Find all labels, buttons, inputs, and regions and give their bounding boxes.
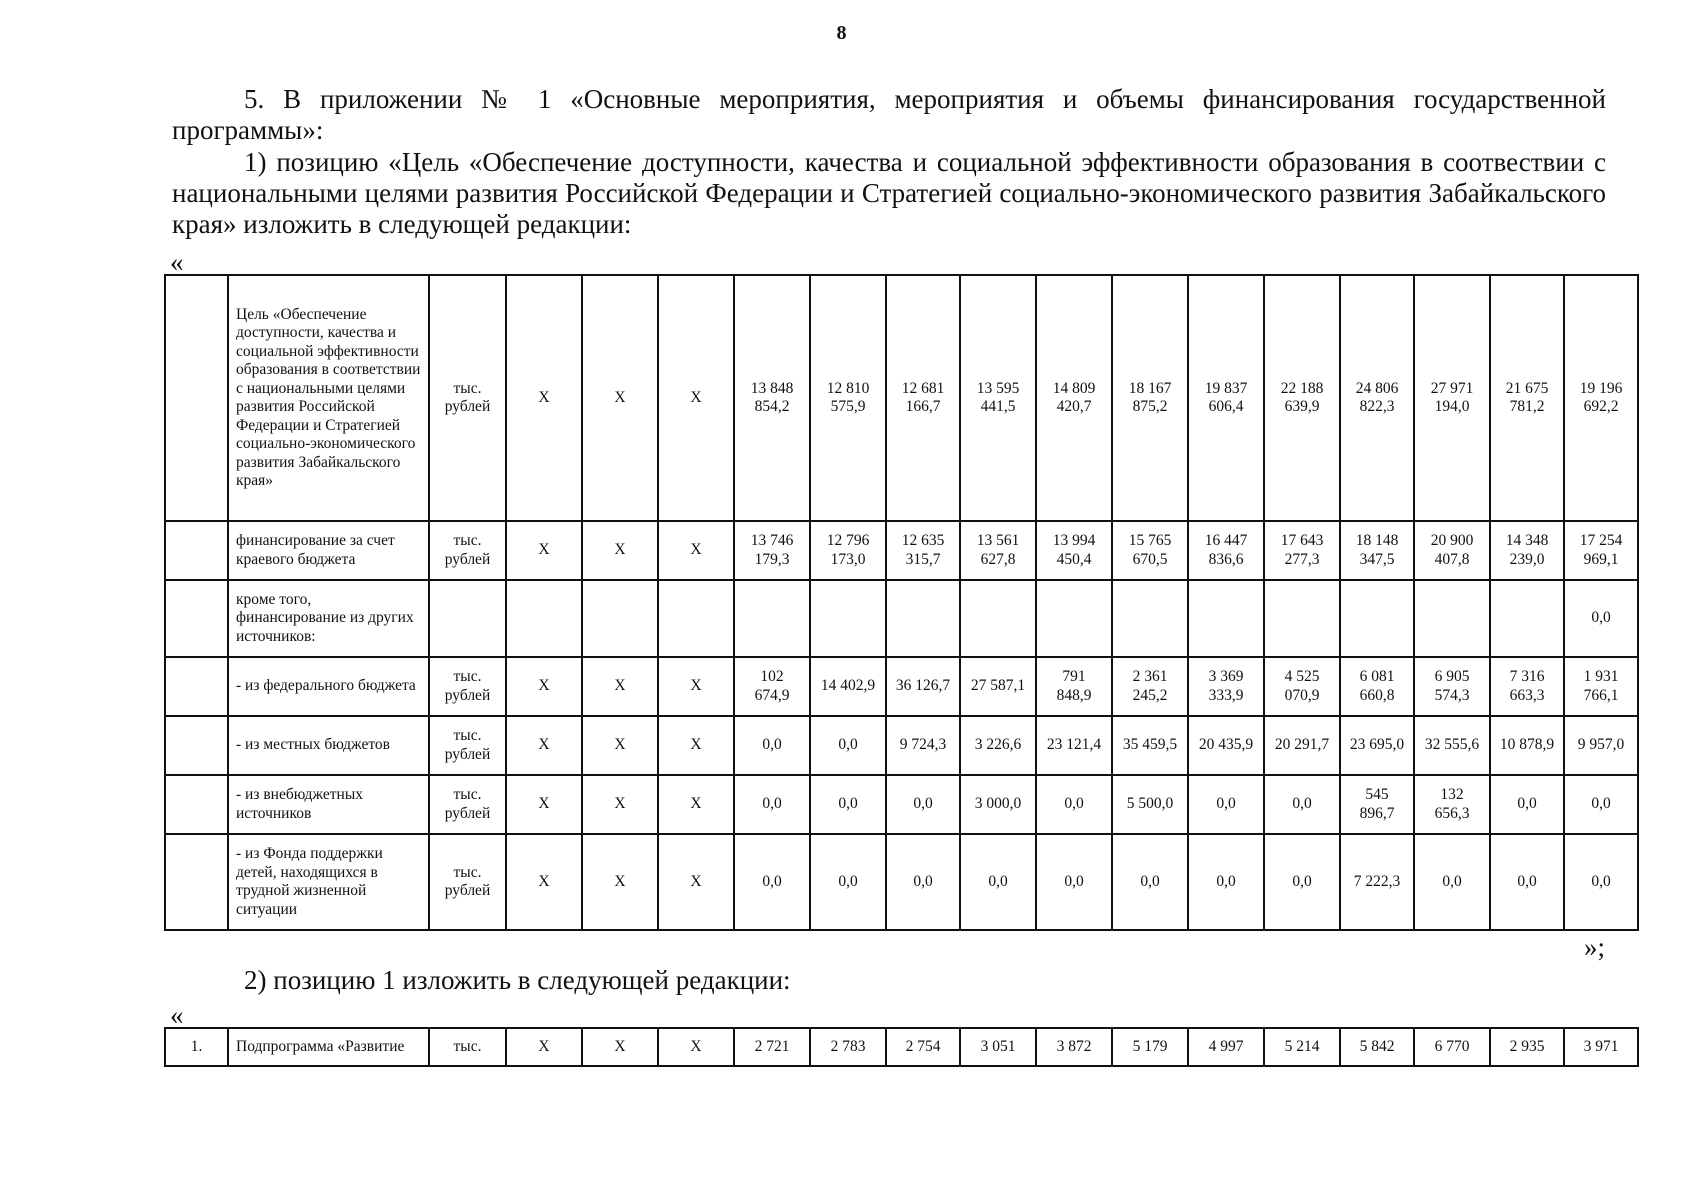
value-cell: 13 561 627,8 xyxy=(960,521,1036,580)
x-cell: X xyxy=(506,775,582,834)
value-cell xyxy=(1414,580,1490,657)
value-cell: 0,0 xyxy=(1264,775,1340,834)
value-cell: 12 681 166,7 xyxy=(886,275,960,521)
value-cell: 1 931 766,1 xyxy=(1564,657,1638,716)
x-cell: X xyxy=(658,716,734,775)
table-row xyxy=(165,657,1638,716)
value-cell: 3 051 xyxy=(960,1028,1036,1066)
value-cell: 791 848,9 xyxy=(1036,657,1112,716)
table-row xyxy=(165,521,1638,580)
value-cell: 36 126,7 xyxy=(886,657,960,716)
opening-quote: « xyxy=(170,247,184,277)
value-cell: 13 595 441,5 xyxy=(960,275,1036,521)
x-cell: X xyxy=(658,834,734,930)
closing-quote: »; xyxy=(1584,932,1606,962)
unit-cell: тыс. рублей xyxy=(429,716,506,775)
table-row xyxy=(165,580,1638,657)
value-cell: 0,0 xyxy=(1490,775,1564,834)
row-number-cell xyxy=(165,716,228,775)
row-name-cell: - из Фонда поддержки детей, находящихся в трудной жизненной ситуации xyxy=(228,834,429,930)
value-cell: 24 806 822,3 xyxy=(1340,275,1414,521)
financing-table-goal xyxy=(164,274,1639,931)
x-cell: X xyxy=(506,834,582,930)
row-name-cell: - из местных бюджетов xyxy=(228,716,429,775)
value-cell: 102 674,9 xyxy=(734,657,810,716)
value-cell: 0,0 xyxy=(734,834,810,930)
value-cell: 23 121,4 xyxy=(1036,716,1112,775)
x-cell xyxy=(658,580,734,657)
x-cell: X xyxy=(582,775,658,834)
value-cell: 0,0 xyxy=(810,834,886,930)
value-cell: 3 872 xyxy=(1036,1028,1112,1066)
value-cell: 132 656,3 xyxy=(1414,775,1490,834)
value-cell: 0,0 xyxy=(1188,834,1264,930)
table-row xyxy=(165,716,1638,775)
value-cell: 13 746 179,3 xyxy=(734,521,810,580)
row-name-cell: - из внебюджетных источников xyxy=(228,775,429,834)
value-cell: 0,0 xyxy=(734,716,810,775)
x-cell: X xyxy=(582,716,658,775)
value-cell: 2 935 xyxy=(1490,1028,1564,1066)
value-cell: 0,0 xyxy=(1264,834,1340,930)
row-number-cell xyxy=(165,275,228,521)
value-cell: 20 435,9 xyxy=(1188,716,1264,775)
value-cell: 2 721 xyxy=(734,1028,810,1066)
value-cell: 35 459,5 xyxy=(1112,716,1188,775)
value-cell: 18 148 347,5 xyxy=(1340,521,1414,580)
value-cell: 14 402,9 xyxy=(810,657,886,716)
value-cell: 3 000,0 xyxy=(960,775,1036,834)
value-cell: 0,0 xyxy=(1414,834,1490,930)
unit-cell: тыс. рублей xyxy=(429,521,506,580)
value-cell: 15 765 670,5 xyxy=(1112,521,1188,580)
value-cell: 0,0 xyxy=(960,834,1036,930)
value-cell xyxy=(810,580,886,657)
row-number-cell xyxy=(165,834,228,930)
value-cell: 16 447 836,6 xyxy=(1188,521,1264,580)
row-name-cell: - из федерального бюджета xyxy=(228,657,429,716)
unit-cell xyxy=(429,580,506,657)
x-cell: X xyxy=(506,1028,582,1066)
x-cell: X xyxy=(658,275,734,521)
value-cell: 9 957,0 xyxy=(1564,716,1638,775)
page-number: 8 xyxy=(836,22,847,44)
value-cell: 13 994 450,4 xyxy=(1036,521,1112,580)
value-cell: 0,0 xyxy=(810,716,886,775)
value-cell: 0,0 xyxy=(886,775,960,834)
row-name-cell: Цель «Обеспечение доступности, качества и социальной эффективности образования в соответствии с национальными целями развития Российской Федерации и Стратегией социально-экономического развития Забайкальского края» xyxy=(228,275,429,521)
value-cell: 6 770 xyxy=(1414,1028,1490,1066)
value-cell: 20 291,7 xyxy=(1264,716,1340,775)
table-row xyxy=(165,1028,1638,1066)
value-cell xyxy=(1112,580,1188,657)
value-cell: 0,0 xyxy=(1490,834,1564,930)
value-cell: 6 905 574,3 xyxy=(1414,657,1490,716)
table-row xyxy=(165,834,1638,930)
value-cell: 7 222,3 xyxy=(1340,834,1414,930)
value-cell: 12 810 575,9 xyxy=(810,275,886,521)
value-cell: 5 500,0 xyxy=(1112,775,1188,834)
value-cell: 20 900 407,8 xyxy=(1414,521,1490,580)
x-cell xyxy=(582,580,658,657)
value-cell: 545 896,7 xyxy=(1340,775,1414,834)
table-row xyxy=(165,775,1638,834)
paragraph-item-5: 5. В приложении № 1 «Основные мероприятия, мероприятия и объемы финансирования государственной программы»: xyxy=(172,84,1606,145)
value-cell xyxy=(1188,580,1264,657)
value-cell: 3 369 333,9 xyxy=(1188,657,1264,716)
table-row xyxy=(165,275,1638,521)
value-cell xyxy=(1264,580,1340,657)
value-cell: 17 643 277,3 xyxy=(1264,521,1340,580)
value-cell: 18 167 875,2 xyxy=(1112,275,1188,521)
value-cell: 14 348 239,0 xyxy=(1490,521,1564,580)
unit-cell: тыс. рублей xyxy=(429,657,506,716)
value-cell: 19 196 692,2 xyxy=(1564,275,1638,521)
x-cell: X xyxy=(658,657,734,716)
row-number-cell xyxy=(165,521,228,580)
opening-quote-2: « xyxy=(170,1000,184,1030)
value-cell: 27 971 194,0 xyxy=(1414,275,1490,521)
x-cell: X xyxy=(582,1028,658,1066)
value-cell: 17 254 969,1 xyxy=(1564,521,1638,580)
value-cell: 4 525 070,9 xyxy=(1264,657,1340,716)
unit-cell: тыс. рублей xyxy=(429,775,506,834)
x-cell: X xyxy=(582,521,658,580)
value-cell: 2 361 245,2 xyxy=(1112,657,1188,716)
value-cell xyxy=(1490,580,1564,657)
value-cell: 0,0 xyxy=(1036,834,1112,930)
x-cell: X xyxy=(506,521,582,580)
unit-cell: тыс. xyxy=(429,1028,506,1066)
value-cell: 5 179 xyxy=(1112,1028,1188,1066)
row-number-cell xyxy=(165,580,228,657)
financing-table-subprogram xyxy=(164,1027,1639,1067)
row-number-cell xyxy=(165,775,228,834)
x-cell: X xyxy=(582,657,658,716)
value-cell: 0,0 xyxy=(810,775,886,834)
row-number-cell: 1. xyxy=(165,1028,228,1066)
value-cell xyxy=(1340,580,1414,657)
x-cell: X xyxy=(506,275,582,521)
x-cell: X xyxy=(582,834,658,930)
value-cell: 23 695,0 xyxy=(1340,716,1414,775)
value-cell: 9 724,3 xyxy=(886,716,960,775)
x-cell: X xyxy=(658,521,734,580)
unit-cell: тыс. рублей xyxy=(429,834,506,930)
value-cell: 22 188 639,9 xyxy=(1264,275,1340,521)
value-cell: 5 842 xyxy=(1340,1028,1414,1066)
unit-cell: тыс. рублей xyxy=(429,275,506,521)
value-cell: 0,0 xyxy=(1036,775,1112,834)
value-cell xyxy=(1036,580,1112,657)
value-cell xyxy=(734,580,810,657)
value-cell: 0,0 xyxy=(1564,834,1638,930)
value-cell: 0,0 xyxy=(734,775,810,834)
value-cell: 32 555,6 xyxy=(1414,716,1490,775)
x-cell xyxy=(506,580,582,657)
paragraph-position-goal: 1) позицию «Цель «Обеспечение доступности, качества и социальной эффективности образования в соотвествии с национальными целями развития Российской Федерации и Стратегией социально-экономического развития Забайкальского края» изложить в следующей редакции: xyxy=(172,147,1606,239)
paragraph-position-1: 2) позицию 1 изложить в следующей редакции: xyxy=(244,965,791,995)
x-cell: X xyxy=(506,716,582,775)
row-name-cell: финансирование за счет краевого бюджета xyxy=(228,521,429,580)
value-cell: 10 878,9 xyxy=(1490,716,1564,775)
row-name-cell: кроме того, финансирование из других источников: xyxy=(228,580,429,657)
value-cell: 4 997 xyxy=(1188,1028,1264,1066)
value-cell xyxy=(960,580,1036,657)
value-cell: 12 635 315,7 xyxy=(886,521,960,580)
value-cell: 5 214 xyxy=(1264,1028,1340,1066)
row-name-cell: Подпрограмма «Развитие xyxy=(228,1028,429,1066)
value-cell: 13 848 854,2 xyxy=(734,275,810,521)
value-cell: 14 809 420,7 xyxy=(1036,275,1112,521)
value-cell: 2 783 xyxy=(810,1028,886,1066)
row-number-cell xyxy=(165,657,228,716)
value-cell: 27 587,1 xyxy=(960,657,1036,716)
value-cell: 2 754 xyxy=(886,1028,960,1066)
value-cell: 3 971 xyxy=(1564,1028,1638,1066)
value-cell: 0,0 xyxy=(1112,834,1188,930)
value-cell: 0,0 xyxy=(886,834,960,930)
x-cell: X xyxy=(582,275,658,521)
value-cell: 12 796 173,0 xyxy=(810,521,886,580)
value-cell: 0,0 xyxy=(1188,775,1264,834)
x-cell: X xyxy=(658,775,734,834)
value-cell: 6 081 660,8 xyxy=(1340,657,1414,716)
value-cell: 3 226,6 xyxy=(960,716,1036,775)
x-cell: X xyxy=(506,657,582,716)
value-cell: 0,0 xyxy=(1564,580,1638,657)
value-cell: 7 316 663,3 xyxy=(1490,657,1564,716)
value-cell: 21 675 781,2 xyxy=(1490,275,1564,521)
x-cell: X xyxy=(658,1028,734,1066)
value-cell: 0,0 xyxy=(1564,775,1638,834)
value-cell: 19 837 606,4 xyxy=(1188,275,1264,521)
value-cell xyxy=(886,580,960,657)
